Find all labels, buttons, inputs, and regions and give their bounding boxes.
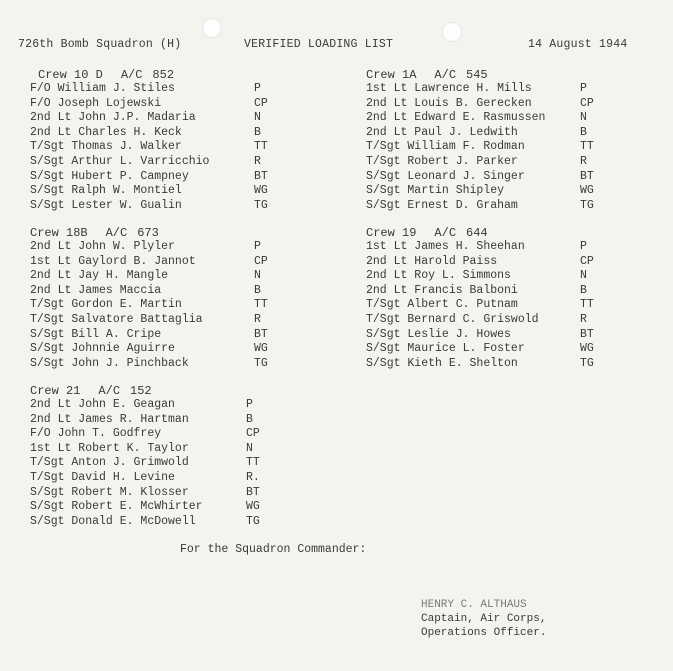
crew-title	[366, 226, 488, 240]
crew-label: Crew 1A	[366, 68, 417, 82]
crew-member-name: 2nd Lt Jay H. Mangle	[30, 269, 169, 283]
crew-member-name: 2nd Lt John E. Geagan	[30, 398, 175, 411]
aircraft-label: A/C	[98, 384, 121, 398]
crew-member-position: R.	[246, 471, 260, 484]
crew-member-name: 2nd Lt Charles H. Keck	[30, 125, 182, 139]
aircraft-label: A/C	[105, 226, 128, 240]
crew-member-name: S/Sgt Kieth E. Shelton	[366, 356, 518, 370]
aircraft-number: 644	[466, 226, 488, 240]
crew-member-name: T/Sgt Robert J. Parker	[366, 155, 518, 168]
document-title: VERIFIED LOADING LIST	[244, 38, 394, 51]
crew-member-name: T/Sgt Albert C. Putnam	[366, 298, 518, 312]
crew-member-name: S/Sgt Martin Shipley	[366, 184, 505, 198]
crew-member-position: TT	[580, 140, 594, 154]
crew-member-name: 2nd Lt John J.P. Madaria	[30, 111, 196, 125]
crew-member-position: BT	[580, 327, 594, 341]
crew-member-position: TT	[580, 298, 594, 312]
crew-member-name: T/Sgt Thomas J. Walker	[30, 140, 182, 154]
crew-member-name: S/Sgt Leonard J. Singer	[366, 169, 525, 183]
crew-member-position: P	[580, 240, 587, 253]
crew-member-position: R	[580, 313, 587, 326]
crew-member-position: BT	[254, 327, 268, 341]
crew-member-name: T/Sgt William F. Rodman	[366, 140, 525, 154]
crew-member-row	[366, 313, 610, 327]
crew-member-name: T/Sgt Salvatore Battaglia	[30, 313, 203, 326]
crew-member-position: CP	[254, 254, 268, 268]
crew-member-position: WG	[580, 184, 594, 198]
signer-title: Operations Officer.	[421, 627, 547, 639]
crew-member-row	[30, 255, 284, 269]
aircraft-number: 852	[152, 68, 175, 82]
crew-member-position: P	[246, 398, 253, 411]
crew-member-row	[30, 427, 276, 441]
crew-member-row	[366, 357, 610, 371]
crew-member-position: TG	[254, 356, 268, 370]
aircraft-number: 152	[130, 384, 152, 398]
crew-member-row	[30, 456, 276, 470]
crew-member-name: 2nd Lt Roy L. Simmons	[366, 269, 511, 283]
crew-member-row	[30, 357, 284, 371]
crew-member-position: B	[254, 125, 261, 139]
crew-member-row	[366, 199, 610, 213]
crew-member-position: P	[254, 82, 261, 95]
crew-member-position: CP	[580, 254, 594, 268]
crew-member-position: TG	[254, 198, 268, 212]
signer-name: HENRY C. ALTHAUS	[421, 599, 527, 611]
crew-member-name: S/Sgt Johnnie Aguirre	[30, 342, 175, 356]
crew-member-position: N	[580, 111, 587, 125]
crew-member-name: 1st Lt Lawrence H. Mills	[366, 82, 532, 95]
crew-member-row	[366, 328, 610, 342]
crew-member-position: BT	[254, 169, 268, 183]
crew-member-name: 1st Lt Gaylord B. Jannot	[30, 254, 196, 268]
crew-title	[30, 384, 152, 398]
crew-member-name: 2nd Lt Louis B. Gerecken	[366, 96, 532, 110]
crew-member-row	[30, 199, 284, 213]
crew-member-row	[30, 82, 284, 96]
crew-member-name: 2nd Lt Edward E. Rasmussen	[366, 111, 546, 125]
crew-member-row	[366, 240, 610, 254]
crew-title	[30, 226, 159, 240]
crew-member-position: TT	[254, 140, 268, 154]
crew-member-position: WG	[254, 184, 268, 198]
crew-member-row	[30, 111, 284, 125]
crew-member-position: N	[254, 111, 261, 125]
crew-member-name: T/Sgt Bernard C. Griswold	[366, 313, 539, 326]
punch-hole-left	[202, 18, 222, 38]
crew-member-position: B	[246, 412, 253, 426]
crew-member-row	[366, 82, 610, 96]
crew-member-position: WG	[580, 342, 594, 356]
crew-member-name: S/Sgt John J. Pinchback	[30, 356, 189, 370]
aircraft-label: A/C	[120, 68, 143, 82]
crew-member-position: R	[254, 313, 261, 326]
crew-member-position: B	[254, 283, 261, 297]
crew-member-name: S/Sgt Arthur L. Varricchio	[30, 155, 210, 168]
crew-member-name: 2nd Lt James R. Hartman	[30, 412, 189, 426]
crew-member-position: N	[254, 269, 261, 283]
aircraft-number: 673	[137, 226, 159, 240]
crew-member-name: F/O John T. Godfrey	[30, 427, 162, 441]
crew-member-position: WG	[246, 500, 260, 514]
crew-member-row	[30, 500, 276, 514]
crew-member-name: 1st Lt James H. Sheehan	[366, 240, 525, 253]
crew-member-row	[30, 515, 276, 529]
crew-member-row	[366, 298, 610, 312]
crew-member-row	[30, 240, 284, 254]
crew-member-name: 2nd Lt Harold Paiss	[366, 254, 498, 268]
crew-member-name: T/Sgt Gordon E. Martin	[30, 298, 182, 312]
crew-member-name: S/Sgt Donald E. McDowell	[30, 514, 196, 528]
crew-member-row	[30, 313, 284, 327]
crew-member-name: S/Sgt Robert E. McWhirter	[30, 500, 203, 514]
crew-member-name: 1st Lt Robert K. Taylor	[30, 441, 189, 455]
crew-member-name: T/Sgt David H. Levine	[30, 471, 175, 484]
crew-member-row	[366, 342, 610, 356]
crew-member-row	[30, 486, 276, 500]
crew-member-position: CP	[246, 427, 260, 441]
crew-member-name: F/O Joseph Lojewski	[30, 96, 162, 110]
crew-member-name: S/Sgt Hubert P. Campney	[30, 169, 189, 183]
signer-rank: Captain, Air Corps,	[421, 613, 547, 625]
crew-member-row	[366, 284, 610, 298]
crew-member-row	[366, 255, 610, 269]
crew-member-row	[366, 111, 610, 125]
crew-member-position: R	[254, 155, 261, 168]
crew-member-row	[366, 155, 610, 169]
crew-member-row	[30, 328, 284, 342]
aircraft-label: A/C	[434, 226, 457, 240]
crew-member-name: S/Sgt Robert M. Klosser	[30, 485, 189, 499]
crew-member-name: S/Sgt Bill A. Cripe	[30, 327, 162, 341]
crew-member-row	[30, 140, 284, 154]
crew-member-name: 2nd Lt John W. Plyler	[30, 240, 175, 253]
crew-member-row	[30, 298, 284, 312]
aircraft-number: 545	[466, 68, 488, 82]
crew-member-name: 2nd Lt Paul J. Ledwith	[366, 125, 518, 139]
document-date: 14 August 1944	[528, 38, 628, 51]
crew-member-row	[366, 170, 610, 184]
crew-member-position: CP	[580, 96, 594, 110]
squadron-name: 726th Bomb Squadron (H)	[18, 38, 182, 51]
crew-member-row	[30, 284, 284, 298]
crew-member-position: TT	[254, 298, 268, 312]
crew-member-position: B	[580, 125, 587, 139]
crew-member-row	[30, 471, 276, 485]
crew-member-row	[366, 269, 610, 283]
crew-member-name: 2nd Lt James Maccia	[30, 283, 162, 297]
punch-hole-right	[442, 22, 462, 42]
crew-label: Crew 21	[30, 384, 81, 398]
crew-member-position: CP	[254, 96, 268, 110]
crew-title	[38, 68, 174, 82]
crew-label: Crew 18B	[30, 226, 88, 240]
crew-member-row	[366, 140, 610, 154]
crew-member-name: T/Sgt Anton J. Grimwold	[30, 456, 189, 470]
crew-member-position: BT	[246, 485, 260, 499]
crew-member-row	[30, 413, 276, 427]
crew-member-row	[30, 269, 284, 283]
crew-member-position: P	[254, 240, 261, 253]
crew-member-row	[366, 126, 610, 140]
crew-title	[366, 68, 488, 82]
crew-member-row	[30, 184, 284, 198]
crew-member-name: S/Sgt Lester W. Gualin	[30, 198, 182, 212]
crew-member-row	[30, 170, 284, 184]
crew-member-row	[366, 97, 610, 111]
crew-member-position: TG	[580, 356, 594, 370]
crew-label: Crew 10 D	[38, 68, 103, 82]
crew-member-position: WG	[254, 342, 268, 356]
crew-member-row	[30, 342, 284, 356]
crew-member-row	[30, 398, 276, 412]
signoff-line: For the Squadron Commander:	[180, 543, 367, 556]
crew-member-position: N	[580, 269, 587, 283]
signature-block	[421, 598, 546, 640]
crew-member-position: TT	[246, 456, 260, 470]
crew-member-position: P	[580, 82, 587, 95]
crew-member-name: S/Sgt Leslie J. Howes	[366, 327, 511, 341]
crew-member-row	[30, 126, 284, 140]
crew-label: Crew 19	[366, 226, 417, 240]
crew-member-position: R	[580, 155, 587, 168]
crew-member-row	[30, 97, 284, 111]
crew-member-name: 2nd Lt Francis Balboni	[366, 283, 518, 297]
crew-member-name: S/Sgt Ernest D. Graham	[366, 198, 518, 212]
aircraft-label: A/C	[434, 68, 457, 82]
crew-member-position: N	[246, 441, 253, 455]
crew-member-position: B	[580, 283, 587, 297]
crew-member-position: TG	[246, 514, 260, 528]
crew-member-row	[366, 184, 610, 198]
crew-member-name: S/Sgt Ralph W. Montiel	[30, 184, 182, 198]
crew-member-row	[30, 155, 284, 169]
crew-member-name: F/O William J. Stiles	[30, 82, 175, 95]
crew-member-name: S/Sgt Maurice L. Foster	[366, 342, 525, 356]
crew-member-row	[30, 442, 276, 456]
crew-member-position: TG	[580, 198, 594, 212]
crew-member-position: BT	[580, 169, 594, 183]
